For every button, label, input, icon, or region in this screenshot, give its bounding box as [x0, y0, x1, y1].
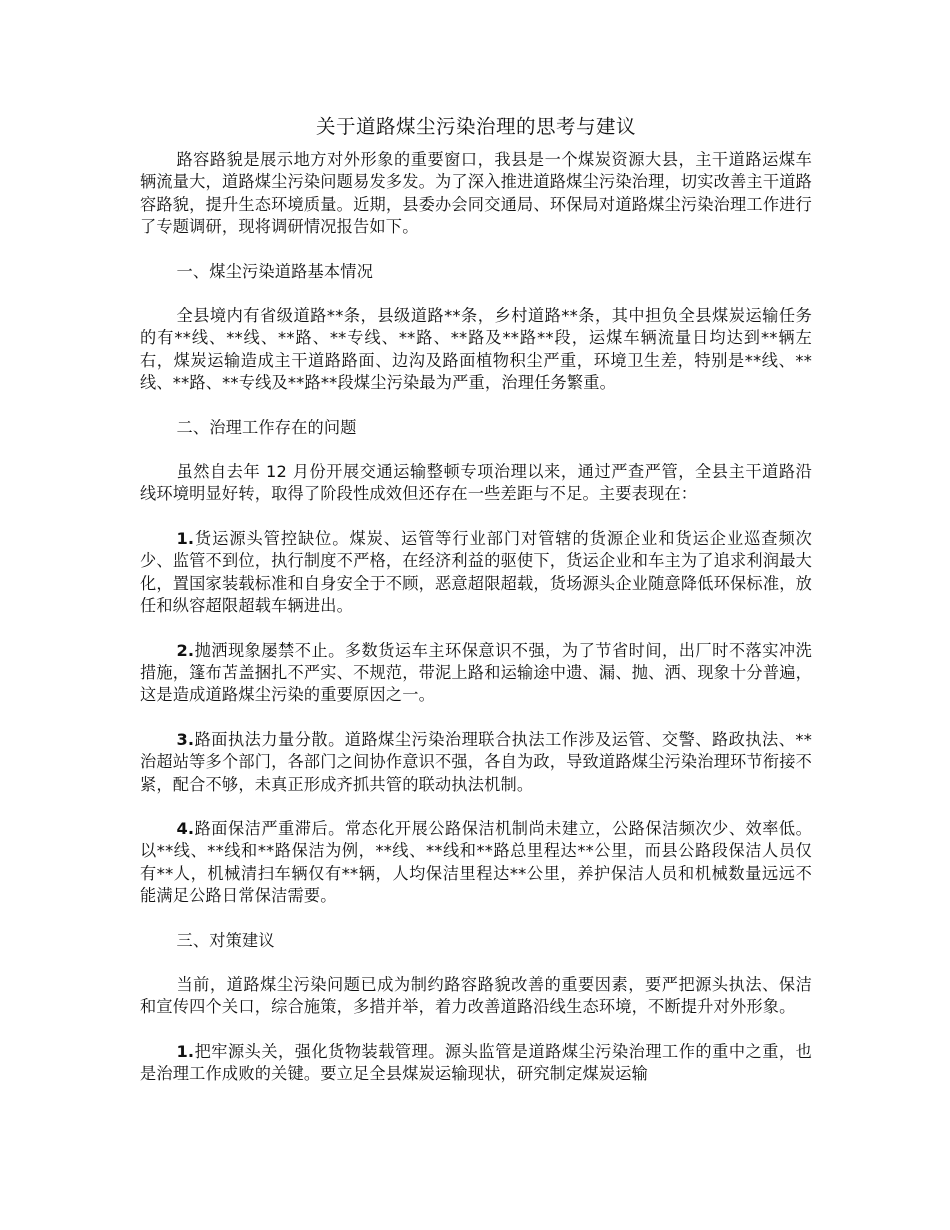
intro-paragraph: 路容路貌是展示地方对外形象的重要窗口，我县是一个煤炭资源大县，主干道路运煤车辆流量大，道路煤尘污染问题易发多发。为了深入推进道路煤尘污染治理，切实改善主干道路容路貌，提升生态环境质量。近期，县委办会同交通局、环保局对道路煤尘污染治理工作进行了专题调研，现将调研情况报告如下。	[140, 150, 812, 237]
problem-item-4	[140, 818, 812, 908]
problem-item-2-number: 2.	[176, 640, 195, 660]
document-page	[140, 112, 812, 1108]
section-2-heading: 二、治理工作存在的问题	[176, 417, 357, 437]
document-title: 关于道路煤尘污染治理的思考与建议	[315, 115, 636, 138]
problem-item-3-number: 3.	[176, 729, 195, 749]
problem-item-1-number: 1.	[176, 528, 195, 548]
problem-item-4-number: 4.	[176, 818, 195, 838]
section-3-body: 当前，道路煤尘污染问题已成为制约路容路貌改善的重要因素，要严把源头执法、保洁和宣传四个关口，综合施策，多措并举，着力改善道路沿线生态环境，不断提升对外形象。	[140, 974, 812, 1017]
problem-item-2	[140, 640, 812, 707]
suggestion-item-1	[140, 1041, 812, 1086]
section-1-body: 全县境内有省级道路**条，县级道路**条，乡村道路**条，其中担负全县煤炭运输任务的有**线、**线、**路、**专线、**路、**路及**路**段，运煤车辆流量日均达到**辆左右，煤炭运输造成主干道路路面、边沟及路面植物积尘严重，环境卫生差，特别是**线、**线、**路、**专线及**路**段煤尘污染最为严重，治理任务繁重。	[140, 306, 812, 393]
problem-item-2-text: 抛洒现象屡禁不止。多数货运车主环保意识不强，为了节省时间，出厂时不落实冲洗措施，篷布苫盖捆扎不严实、不规范，带泥上路和运输途中遗、漏、抛、洒、现象十分普遍，这是造成道路煤尘污染的重要原因之一。	[140, 640, 812, 705]
problem-item-3-text: 路面执法力量分散。道路煤尘污染治理联合执法工作涉及运管、交警、路政执法、**治超站等多个部门，各部门之间协作意识不强，各自为政，导致道路煤尘污染治理环节衔接不紧，配合不够，未真正形成齐抓共管的联动执法机制。	[140, 729, 812, 794]
suggestion-item-1-number: 1.	[176, 1041, 195, 1061]
problem-item-4-text: 路面保洁严重滞后。常态化开展公路保洁机制尚未建立，公路保洁频次少、效率低。以**线、**线和**路保洁为例，**线、**线和**路总里程达**公里，而县公路段保洁人员仅有**人，机械清扫车辆仅有**辆，人均保洁里程达**公里，养护保洁人员和机械数量远远不能满足公路日常保洁需要。	[140, 818, 812, 906]
problem-item-1-text: 货运源头管控缺位。煤炭、运管等行业部门对管辖的货源企业和货运企业巡查频次少、监管不到位，执行制度不严格，在经济利益的驱使下，货运企业和车主为了追求利润最大化，置国家装载标准和自身安全于不顾，恶意超限超载，货场源头企业随意降低环保标准，放任和纵容超限超载车辆进出。	[140, 528, 812, 616]
problem-item-3	[140, 729, 812, 796]
problem-item-1	[140, 528, 812, 618]
suggestion-item-1-text: 把牢源头关，强化货物装载管理。源头监管是道路煤尘污染治理工作的重中之重，也是治理工作成败的关键。要立足全县煤炭运输现状，研究制定煤炭运输	[140, 1041, 812, 1084]
section-1-heading: 一、煤尘污染道路基本情况	[176, 261, 374, 281]
section-3-heading: 三、对策建议	[176, 930, 275, 950]
section-2-body: 虽然自去年 12 月份开展交通运输整顿专项治理以来，通过严查严管，全县主干道路沿线环境明显好转，取得了阶段性成效但还存在一些差距与不足。主要表现在：	[140, 462, 812, 504]
